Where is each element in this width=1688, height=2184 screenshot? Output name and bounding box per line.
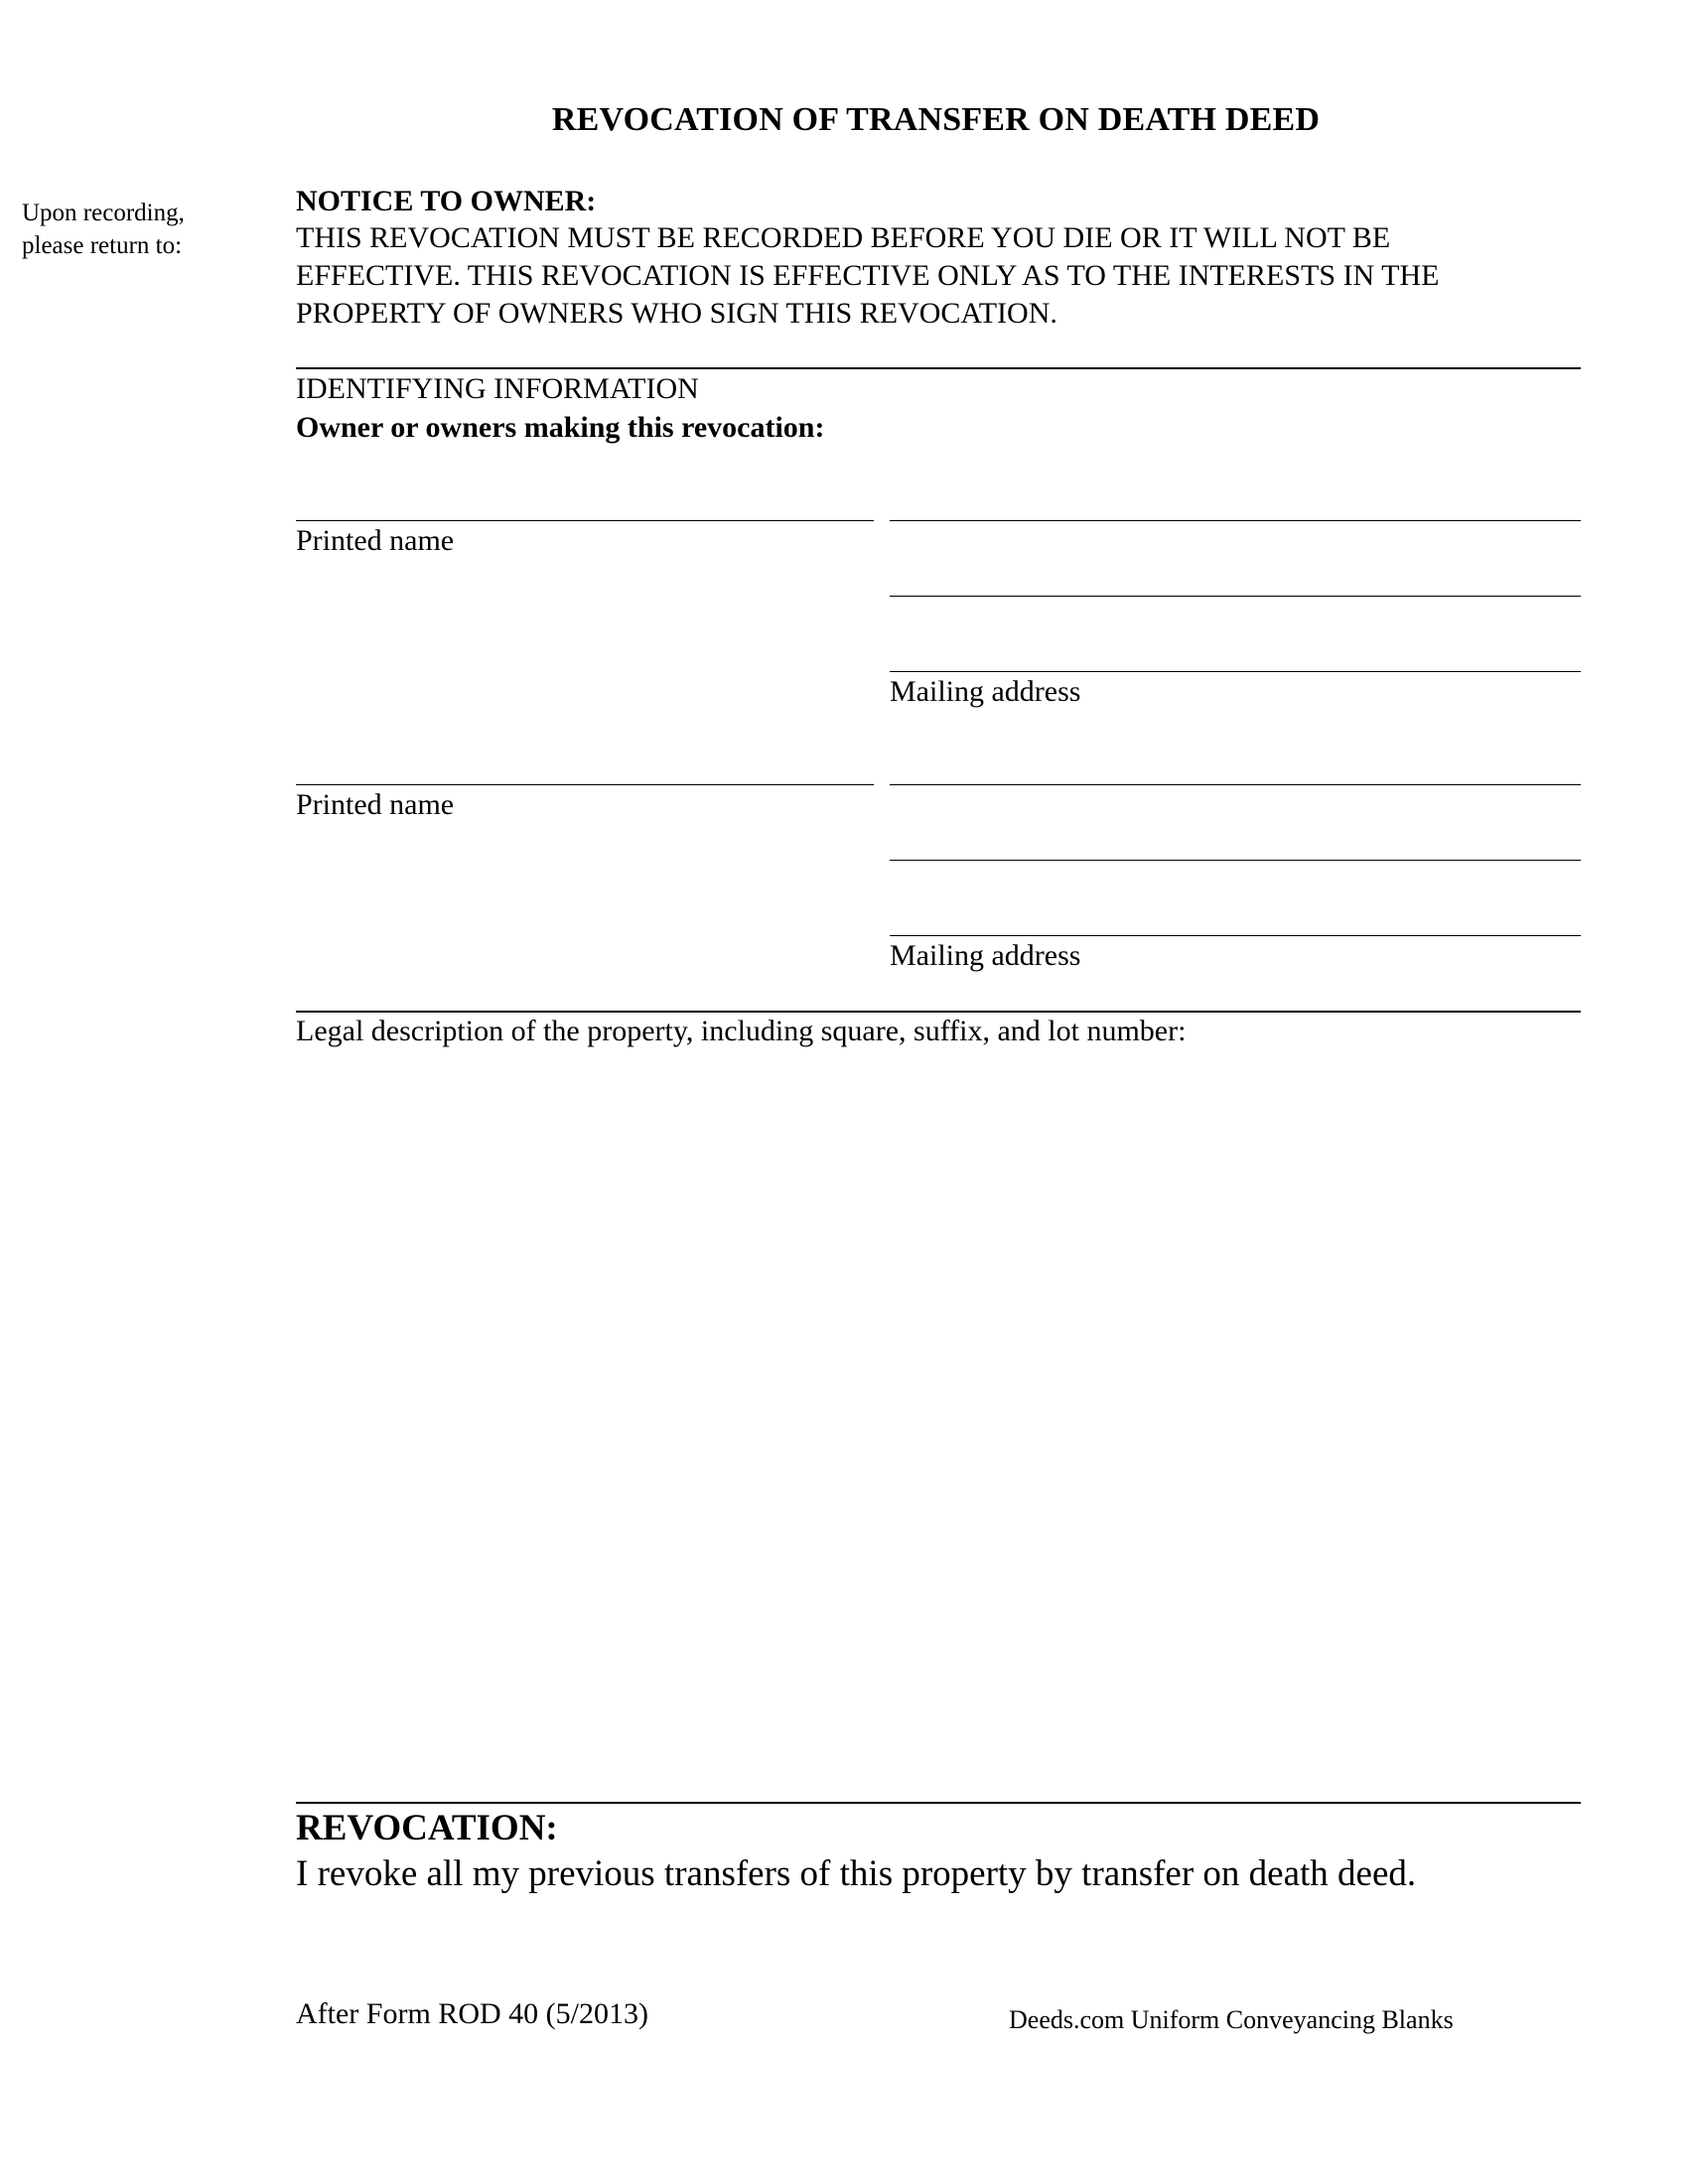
owner-1-printed-name-label: Printed name bbox=[296, 524, 455, 557]
section-divider-revocation bbox=[296, 1802, 1581, 1804]
owner-1-address-line-3[interactable] bbox=[890, 671, 1581, 672]
owner-2-mailing-address-label: Mailing address bbox=[890, 939, 1081, 972]
footer-source: Deeds.com Uniform Conveyancing Blanks bbox=[1009, 2005, 1454, 2034]
owner-2-address-line-1[interactable] bbox=[890, 784, 1581, 785]
section-divider-identifying bbox=[296, 367, 1581, 369]
notice-line-2: EFFECTIVE. THIS REVOCATION IS EFFECTIVE ONLY AS TO THE INTERESTS IN THE bbox=[296, 259, 1440, 292]
footer-form-id: After Form ROD 40 (5/2013) bbox=[296, 1997, 648, 2030]
identifying-heading: IDENTIFYING INFORMATION bbox=[296, 372, 699, 405]
revocation-heading: REVOCATION: bbox=[296, 1808, 558, 1848]
legal-description-label: Legal description of the property, including square, suffix, and lot number: bbox=[296, 1015, 1187, 1047]
notice-heading: NOTICE TO OWNER: bbox=[296, 185, 597, 217]
revocation-statement: I revoke all my previous transfers of this property by transfer on death deed. bbox=[296, 1853, 1417, 1894]
document-title: REVOCATION OF TRANSFER ON DEATH DEED bbox=[551, 101, 1321, 138]
owner-1-printed-name-line[interactable] bbox=[296, 520, 874, 521]
owner-2-address-line-3[interactable] bbox=[890, 935, 1581, 936]
owner-2-address-line-2[interactable] bbox=[890, 860, 1581, 861]
legal-description-area[interactable] bbox=[296, 1052, 1581, 1787]
return-to-line-1: Upon recording, bbox=[22, 200, 185, 226]
notice-line-1: THIS REVOCATION MUST BE RECORDED BEFORE YOU DIE OR IT WILL NOT BE bbox=[296, 221, 1391, 254]
owner-2-printed-name-line[interactable] bbox=[296, 784, 874, 785]
owner-2-printed-name-label: Printed name bbox=[296, 788, 455, 821]
owner-1-address-line-1[interactable] bbox=[890, 520, 1581, 521]
owner-1-address-line-2[interactable] bbox=[890, 596, 1581, 597]
return-to-line-2: please return to: bbox=[22, 232, 183, 259]
return-to-block bbox=[22, 197, 185, 262]
owner-1-mailing-address-label: Mailing address bbox=[890, 675, 1081, 708]
notice-line-3: PROPERTY OF OWNERS WHO SIGN THIS REVOCATION. bbox=[296, 297, 1057, 330]
owners-label: Owner or owners making this revocation: bbox=[296, 411, 825, 444]
section-divider-legal bbox=[296, 1011, 1581, 1013]
